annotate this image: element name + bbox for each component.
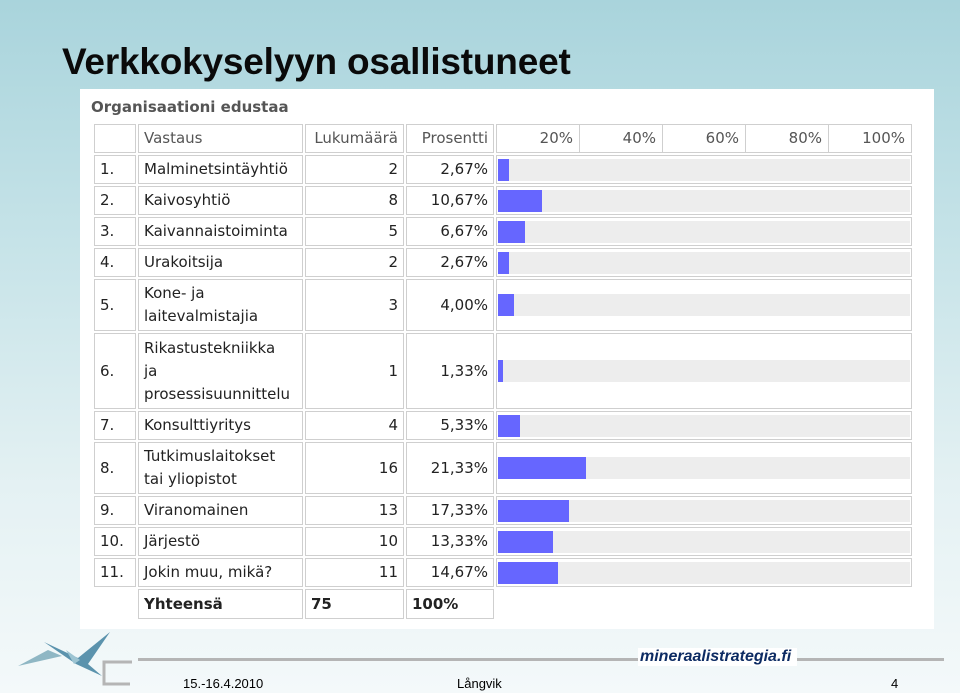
bar-track bbox=[498, 415, 910, 437]
percent-bar bbox=[498, 252, 509, 274]
row-count: 2 bbox=[305, 248, 404, 277]
total-bar-cell bbox=[496, 589, 912, 619]
row-bar-cell bbox=[496, 279, 912, 331]
footer-rule-bend bbox=[100, 660, 132, 686]
row-answer: Malminetsintäyhtiö bbox=[138, 155, 303, 184]
row-number: 7. bbox=[94, 411, 136, 440]
row-percent: 1,33% bbox=[406, 333, 494, 409]
row-answer-line: Tutkimuslaitokset bbox=[144, 447, 276, 465]
percent-bar bbox=[498, 457, 586, 479]
row-number: 8. bbox=[94, 442, 136, 494]
row-count: 13 bbox=[305, 496, 404, 525]
bar-track bbox=[498, 531, 910, 553]
row-number: 6. bbox=[94, 333, 136, 409]
panel-heading: Organisaationi edustaa bbox=[91, 98, 289, 116]
row-number: 2. bbox=[94, 186, 136, 215]
scale-tick: 100% bbox=[828, 125, 911, 152]
row-answer bbox=[138, 279, 303, 331]
percent-bar bbox=[498, 360, 503, 382]
total-label: Yhteensä bbox=[138, 589, 303, 619]
table-row bbox=[94, 248, 912, 277]
row-bar-cell bbox=[496, 217, 912, 246]
bar-track bbox=[498, 500, 910, 522]
slide-title: Verkkokyselyyn osallistuneet bbox=[62, 41, 571, 82]
row-bar-cell bbox=[496, 186, 912, 215]
table-header-row bbox=[94, 124, 912, 153]
percent-bar bbox=[498, 531, 553, 553]
table-row bbox=[94, 411, 912, 440]
row-bar-cell bbox=[496, 155, 912, 184]
row-count: 11 bbox=[305, 558, 404, 587]
footer-date: 15.-16.4.2010 bbox=[183, 676, 264, 691]
row-count: 16 bbox=[305, 442, 404, 494]
table-row bbox=[94, 558, 912, 587]
row-percent: 2,67% bbox=[406, 155, 494, 184]
scale-tick: 80% bbox=[745, 125, 828, 152]
row-answer-line: ja bbox=[144, 361, 158, 380]
total-number bbox=[94, 589, 136, 619]
row-percent: 14,67% bbox=[406, 558, 494, 587]
row-answer: Kaivannaistoiminta bbox=[138, 217, 303, 246]
row-answer: Viranomainen bbox=[138, 496, 303, 525]
table-row bbox=[94, 217, 912, 246]
footer-rule bbox=[138, 658, 944, 661]
bar-track bbox=[498, 252, 910, 274]
percent-bar bbox=[498, 562, 558, 584]
footer-author: Långvik bbox=[457, 676, 502, 691]
table-row bbox=[94, 442, 912, 494]
row-answer bbox=[138, 333, 303, 409]
row-answer-line: tai yliopistot bbox=[144, 470, 237, 488]
row-count: 2 bbox=[305, 155, 404, 184]
percent-bar bbox=[498, 221, 525, 243]
row-percent: 6,67% bbox=[406, 217, 494, 246]
header-count: Lukumäärä bbox=[305, 124, 404, 153]
header-percent: Prosentti bbox=[406, 124, 494, 153]
scale-tick: 20% bbox=[539, 129, 573, 147]
percent-bar bbox=[498, 415, 520, 437]
row-number: 10. bbox=[94, 527, 136, 556]
bar-track bbox=[498, 457, 910, 479]
row-answer: Kaivosyhtiö bbox=[138, 186, 303, 215]
header-scale bbox=[496, 124, 912, 153]
row-answer: Urakoitsija bbox=[138, 248, 303, 277]
row-answer-line: Kone- ja bbox=[144, 284, 205, 302]
total-percent: 100% bbox=[406, 589, 494, 619]
table-row bbox=[94, 333, 912, 409]
bar-track bbox=[498, 294, 910, 316]
percent-bar bbox=[498, 159, 509, 181]
header-number bbox=[94, 124, 136, 153]
bar-track bbox=[498, 562, 910, 584]
row-percent: 21,33% bbox=[406, 442, 494, 494]
row-percent: 5,33% bbox=[406, 411, 494, 440]
percent-bar bbox=[498, 500, 569, 522]
row-percent: 4,00% bbox=[406, 279, 494, 331]
table-row bbox=[94, 496, 912, 525]
row-bar-cell bbox=[496, 527, 912, 556]
bar-track bbox=[498, 159, 910, 181]
row-percent: 10,67% bbox=[406, 186, 494, 215]
survey-results-panel bbox=[80, 89, 934, 629]
row-count: 4 bbox=[305, 411, 404, 440]
row-number: 9. bbox=[94, 496, 136, 525]
table-row bbox=[94, 279, 912, 331]
row-number: 5. bbox=[94, 279, 136, 331]
row-answer-line: prosessisuunnittelu bbox=[144, 384, 291, 403]
table-row bbox=[94, 186, 912, 215]
bar-track bbox=[498, 360, 910, 382]
row-bar-cell bbox=[496, 411, 912, 440]
total-count: 75 bbox=[305, 589, 404, 619]
row-bar-cell bbox=[496, 496, 912, 525]
scale-tick: 60% bbox=[662, 125, 745, 152]
row-percent: 17,33% bbox=[406, 496, 494, 525]
row-count: 1 bbox=[305, 333, 404, 409]
percent-bar bbox=[498, 294, 514, 316]
row-count: 10 bbox=[305, 527, 404, 556]
row-number: 4. bbox=[94, 248, 136, 277]
row-bar-cell bbox=[496, 558, 912, 587]
row-percent: 2,67% bbox=[406, 248, 494, 277]
row-bar-cell bbox=[496, 442, 912, 494]
bar-track bbox=[498, 221, 910, 243]
row-number: 1. bbox=[94, 155, 136, 184]
brand-wordmark: mineraalistrategia.fi bbox=[638, 648, 797, 666]
row-bar-cell bbox=[496, 333, 912, 409]
scale-tick: 40% bbox=[579, 125, 662, 152]
row-percent: 13,33% bbox=[406, 527, 494, 556]
row-number: 3. bbox=[94, 217, 136, 246]
row-answer-line: Rikastustekniikka bbox=[144, 338, 276, 357]
table-row bbox=[94, 155, 912, 184]
percent-bar bbox=[498, 190, 542, 212]
row-answer-line: laitevalmistajia bbox=[144, 307, 259, 325]
row-count: 5 bbox=[305, 217, 404, 246]
row-count: 3 bbox=[305, 279, 404, 331]
row-answer: Jokin muu, mikä? bbox=[138, 558, 303, 587]
bar-track bbox=[498, 190, 910, 212]
row-answer: Konsulttiyritys bbox=[138, 411, 303, 440]
row-number: 11. bbox=[94, 558, 136, 587]
header-answer: Vastaus bbox=[138, 124, 303, 153]
total-row bbox=[94, 589, 912, 619]
row-answer bbox=[138, 442, 303, 494]
table-body bbox=[94, 155, 912, 587]
results-table bbox=[92, 122, 914, 621]
table-row bbox=[94, 527, 912, 556]
row-count: 8 bbox=[305, 186, 404, 215]
page-number: 4 bbox=[891, 676, 899, 691]
row-bar-cell bbox=[496, 248, 912, 277]
row-answer: Järjestö bbox=[138, 527, 303, 556]
